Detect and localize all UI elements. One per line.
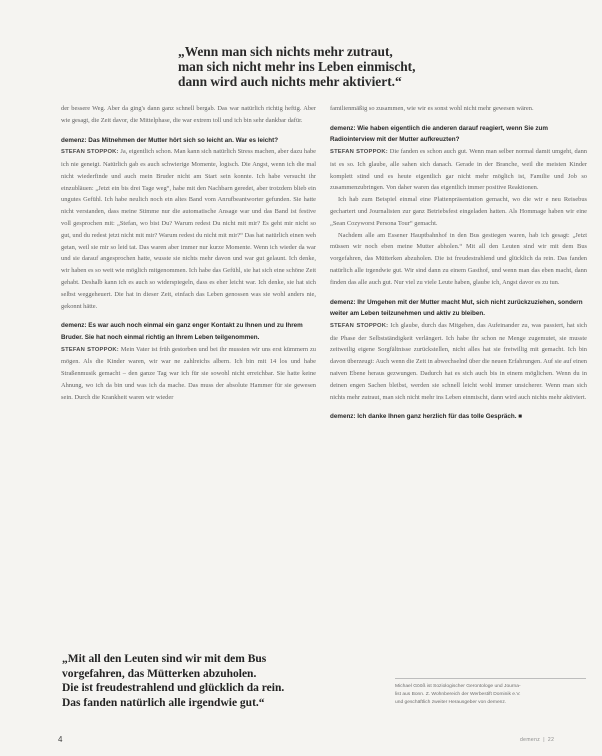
answer-2-text: Mein Vater ist früh gestorben und bei ihr mussten wir uns erst kümmern zu mögen. Als die Kinder waren, wir war ne zahlreichs albern. Ich bin mit 14 los und habe Straßenmusik gemacht – den ganze Tag war ich für sie sowohl nicht erreichbar. Sie hatte keine Ahnung, wo ich da bin und was ich da mache. Das muss der absolute Hammer für sie gewesen sein. Durch die Krankheit waren wir wieder <box>61 345 316 401</box>
left-intro-paragraph: der bessere Weg. Aber da ging's dann ganz schnell bergab. Das war natürlich richtig heftig. Aber wie gesagt, die Zeit davor, die Mittelphase, die war extrem toll und ich bin sehr dankbar dafür. <box>61 105 316 124</box>
pull-quote-top <box>178 44 438 89</box>
pull-quote-bottom <box>62 652 310 710</box>
paragraph-gap <box>330 115 587 123</box>
paragraph-gap <box>61 127 316 135</box>
author-note-line: und geschäftlich zweiter Herausgeber von demenz. <box>395 700 507 705</box>
answer-3-continued: Ich hab zum Beispiel einmal eine Plattenpräsentation gemacht, wo die wir e neu Reisebus gechartert und Journalisten zur ganz Betriebsfest eingeladen hatten. Als Hommage haben wir eine „Sean Cozyworst Persona Tour“ gemacht. <box>330 196 587 227</box>
speaker-label: STEFAN STOPPOK: <box>61 346 119 353</box>
author-note-line: Michael Gööß ist Soziologischer Gerontologe und Journa- <box>395 684 521 689</box>
left-column <box>61 103 316 404</box>
closing-line <box>330 411 587 423</box>
magazine-name: demenz <box>520 737 541 743</box>
question-4: demenz: Ihr Umgehen mit der Mutter macht Mut, sich nicht zurückzuziehen, sondern weiter am Leben teilzunehmen und aktiv zu bleiben. <box>330 298 583 318</box>
answer-2 <box>61 344 316 404</box>
speaker-label: STEFAN STOPPOK: <box>330 148 388 155</box>
answer-4 <box>330 320 587 404</box>
answer-3 <box>330 146 587 194</box>
answer-3-text: Die fanden es schon auch gut. Wenn man selber normal damit umgeht, dann ist es so. Ich glaube, alle sahen sich danach. Gerade in der Branche, weil die meisten Kinder komplett stind und es heute eigentlich gar nicht mehr möglich ist, Familie und Job so zusammenzubringen. Von daher waren das eigentlich immer positive Reaktionen. <box>330 147 587 192</box>
footer-separator: | <box>543 737 545 743</box>
right-intro-paragraph: familienmäßig so zusammen, wie wir es sonst wohl nicht mehr gewesen wären. <box>330 105 534 112</box>
end-mark-icon: ■ <box>518 413 523 421</box>
answer-1-text: Ja, eigentlich schon. Man kann sich natürlich Stress machen, aber dazu habe ich nie geneigt. Natürlich gab es auch schwierige Momente, logisch. Die Angst, wenn ich die mal nicht wiederfinde und auch mein Bruder nicht am Start sein konnte. Ich habe versucht ihr einzubläuen: „Jetzt ein bis drei Tage weg“, habe mit den Nachbarn geredet, aber trotzdem blieb ein ungutes Gefühl. Ich habe neulich noch ein altes Band vom Anrufbeantworter gefunden. Sie hatte nicht verstanden, dass meine Stimme nur die automatische Ansage war und das Band ist festive voll gesprochen mit: „Stefan, wo bist Du? Warum redest Du nicht mit mir? Es geht mir nicht so gut, und du redest jetzt nicht mit mir? Warum redest du nicht mit mir?“ Das hat natürlich einen weh getan, weil sie mir so leid tat. Das waren aber immer nur kurze Momente. Wenn ich wieder da war und sie darauf angesprochen hatte, wusste sie nichts mehr davon und war gut gelaunt. Ich denke, wir haben es so weit wie möglich mitgenommen. Ich habe das Gefühl, sie hat sich eine schöne Zeit gehabt. Deshalb kann ich es auch so widerspiegeln, dass es eher leicht war. Ich denke, sie hat sich selbst weggeheuert. Die hat in dieser Zeit, einfach das Leben genossen was sie wohl anders nie, gekonnt hätte. <box>61 148 316 310</box>
author-divider <box>395 678 586 679</box>
question-1: demenz: Das Mitnehmen der Mutter hört sich so leicht an. War es leicht? <box>61 136 279 144</box>
answer-1 <box>61 146 316 312</box>
pull-quote-bottom-line: Das fanden natürlich alle irgendwie gut.“ <box>62 696 265 709</box>
paragraph-gap <box>330 403 587 411</box>
issue-number: 22 <box>547 737 555 743</box>
answer-4-text: Ich glaube, durch das Mitgehen, das Aufeinander zu, was passiert, hat sich die Phase der Selbstständigkeit verlängert. Ich habe ihr schon ne Menge zugemutet, sie musste zeitweilig eigene Sorgfältnisse zurückstellen, nicht alles hat sie freiwillig mit gemacht. Ich bin davon überzeugt: Auch wenn die Zeit in abwechselnd über die neuen Erfahrungen. Auf sie auf einen naiven Ebene heraus gezwungen. Dadurch hat es sich auch bis in einem möglichen. Wenn du in deinen engen Sachen bleibst, werden sie schnell leicht wohl immer unsicherer. Wenn man sich nichts mehr zutraut, man sich nicht mehr ins Leben einmischt, dann wird auch nichts mehr aktiviert. <box>330 321 587 401</box>
footer-issue <box>520 737 554 743</box>
speaker-label: STEFAN STOPPOK: <box>61 149 119 156</box>
answer-3-continued-2: Nachdem alle am Essener Hauptbahnhof in den Bus gestiegen waren, hab ich gesagt: „Jetzt müssen wir noch eben meine Mutter abholen.“ Mit all den Leuten sind wir mit dem Bus vorgefahren, das Mütterken abzuholen. Die ist freudestrahlend und glücklich da rein. Das fanden natürlich alle irgendwie gut. Wir sind dann zu einem Gasthof, und wenn man das eben macht, dann finden das alle auch gut. Nur viel zu viele Leute haben, glaube ich, Angst davor es zu tun. <box>330 231 587 286</box>
question-3: demenz: Wie haben eigentlich die anderen darauf reagiert, wenn Sie zum Radiointerview mit der Mutter aufkreuzten? <box>330 124 548 144</box>
page-number: 4 <box>58 735 63 744</box>
author-note-line: list aus Bonn. Z. Wohnbereich der Werbestift Dominik e.V. <box>395 692 521 697</box>
paragraph-gap <box>330 289 587 297</box>
speaker-label: STEFAN STOPPOK: <box>330 322 389 329</box>
question-2: demenz: Es war auch noch einmal ein ganz enger Kontakt zu Ihnen und zu Ihrem Bruder. Sie hat noch einmal richtig an Ihrem Leben teilgenommen. <box>61 322 303 341</box>
pull-quote-top-line: dann wird auch nichts mehr aktiviert.“ <box>178 74 402 89</box>
pull-quote-top-line: man sich nicht mehr ins Leben einmischt, <box>178 59 416 74</box>
right-column <box>330 103 587 423</box>
pull-quote-bottom-line: Die ist freudestrahlend und glücklich da rein. <box>62 682 285 694</box>
closing-text: demenz: Ich danke Ihnen ganz herzlich für das tolle Gespräch. <box>330 413 517 421</box>
pull-quote-bottom-line: vorgefahren, das Mütterken abzuholen. <box>62 667 257 680</box>
pull-quote-top-line: „Wenn man sich nichts mehr zutraut, <box>178 44 393 59</box>
author-note <box>395 683 585 707</box>
pull-quote-bottom-line: „Mit all den Leuten sind wir mit dem Bus <box>62 653 267 665</box>
paragraph-gap <box>61 312 316 320</box>
